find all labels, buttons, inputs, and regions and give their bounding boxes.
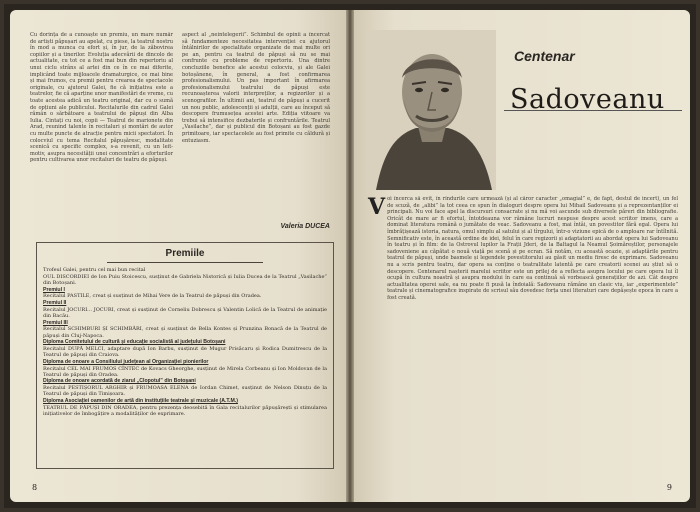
page-number-right: 9 [666,483,672,492]
page-number-left: 8 [32,483,38,492]
prize-entry: Recitalul PESTIȘORUL ARGHIR și FRUMOASA ELENA de Iordan Chimet, susținut de Nelson Dinuțu de la Teatrul de păpuși din Timișoara. [43,385,327,398]
title-rule [504,110,682,111]
article-title: Sadoveanu [510,84,665,115]
prize-heading: Premiul II [43,300,67,307]
prizes-title: Premiile [165,248,205,259]
prize-entry: Recitalul PASTILE, creat și susținut de Mihai Vere de la Teatrul de păpuși din Oradea. [43,293,262,300]
prize-heading: Diploma de onoare acordată de ziarul „Clopotul” din Botoșani [43,378,196,385]
drop-cap: V [368,194,386,220]
book-gutter [346,10,354,502]
prize-heading: Diploma Asociației oamenilor de artă din instituțiile teatrale și muzicale (A.T.M.) [43,398,238,405]
prizes-list [43,267,327,418]
prizes-title-rule [107,262,263,263]
article-body-text: oi încerca să evit, în rîndurile care urmează (și al căror caracter „omagial” e, de fapt, destul de incert), un fel de scuză, de „alibi” la tot ceea ce spun în dialoguri despre opera lui Mihail Sadoveanu și a reprezentanților ei principali. Nu voi face apel la discursuri consacrate și nu mă voi ascunde sub diversele păreri din bibliografie. Oricât de mare ar fi efortul, întotdeauna vor rămâne lucruri nespuse despre acest scriitor imens, care a dominat literatura română o jumătate de veac. Sadoveanu a fost, mai întâi, un povestitor fără egal. Opera lui îmbrățișează istoria, natura, omul simplu al satului și al tîrgului, într-o viziune epică de o amploare rar întîlnită. Semnificativ este, în această ordine de idei, felul în care regizorii și adaptatorii au abordat opera lui Sadoveanu în teatru și în film: de la Ostrovul lupilor la Frații Jderi, de la Baltagul la Neamul Șoimăreștilor, personajele sadoveniene au căpătat o nouă viață pe scenă și pe ecran. Să notăm, cu această ocazie, și adaptările pentru teatrul de păpuși, unde basmele și legendele povestitorului au găsit un mediu firesc de exprimare. Sadoveanu nu a scris pentru teatru, dar opera sa conține o teatralitate latentă pe care creatorii scenei au știut să o descopere. Centenarul nașterii marelui scriitor este un prilej de a reflecta asupra locului pe care opera lui îl ocupă în cultura noastră și asupra modului în care ea continuă să vorbească generațiilor de azi. Cât despre actualitatea operei sale, ea nu poate fi pusă la îndoială: Sadoveanu rămâne un clasic viu, iar „experimentele” teatrale și cinematografice inspirate de scrisul său dovedesc forța unei literaturi care depășește epoca în care a fost creată. [387,196,678,301]
article-column-1: Cu dorința de a cunoaște un premiu, un mare număr de artiști păpușari au apelat, cu piese, la teatrul nostru în mod a munca cu efort și, în jur, de la zăbovirea copiilor și a tinerilor. Evoluția adecvării de dincolo de actualitate, cu tot ce a fost mai bun din repertoriu al unui ciclu strâns al artei din ce în ce mai diferite, implicând toate mijloacele dramaturgice, ce mai bine și mai frumos, cu premii pentru crearea de spectacole originale, cu ajutorul Galei, fie că inițiativa este a teatrelor, fie că aparține unor manifestări de vreme, cu toate acestea adică un teatru original, dar cu o sumă de opțiuni ale publicului. Recitalurile din cadrul Galei rămân o sărbătoare a teatrului de păpuși din Alba Iulia. Cintați cu noi, copii — Teatrul de marionete din Arad, reunind talente în recitaluri și montări de autor cu multe puncte de atracție pentru micii spectatori. În colocviul cu tema Recitalul păpușăresc, modalitate scenică cu specific complex, s-a revenit, cu un leit-motiv, asupra necesității unei concentrări a eforturilor pentru cultivarea unor recitaluri de teatru de păpuși. [30,32,173,164]
article-body [368,196,678,476]
author-signature: Valeria DUCEA [280,223,330,230]
right-page [354,10,690,502]
prize-entry: TEATRUL DE PĂPUȘI DIN ORADEA, pentru prezența deosebită în Gala recitalurilor păpușărești și stimularea inițiativelor de îmbogățire a modalităților de exprimare. [43,404,327,417]
section-label: Centenar [514,48,575,64]
prize-heading: Diploma Comitetului de cultură și educație socialistă al județului Botoșani [43,339,226,346]
prize-heading: Premiul I [43,286,65,293]
prize-entry: OUL DISCORDIEI de Ion Puiu Stoicescu, susținut de Gabriela Nistorică și Iulia Ducea de la Teatrul „Vasilache” din Botoșani. [43,273,327,286]
article-column-2: aspect al „neintelegerii”. Schimbul de opinii a încercat să fundamenteze necesitatea intervenției cu ajutorul întâlnirilor de specialitate organizate de mai multe ori pe an, pentru ca teatrul de păpuși să nu se mai confrunte cu probleme de repertoriu. Una dintre concluziile benefice ale acestui colocviu, și ale Galei botoșănene, în general, a fost confirmarea profesionalismului. Un pas important în afirmarea profesionalismului teatrului de păpuși este recunoașterea valorii interpreților, a regizorilor și a scenografilor. În ultimii ani, teatrul de păpuși a cucerit un nou public, adolescenții și adulții, care au început să descopere frumusețea acestei arte. Ediția viitoare va trebui să intensifice dezbaterile și confruntările. Teatrul „Vasilache”, dar și publicul din Botoșani au fost gazde primitoare, iar spectacolele au fost primite cu căldură și entuziasm. [182,32,330,144]
left-page [10,10,346,502]
prize-entry: Recitalul JOCURI... JOCURI, creat și susținut de Corneliu Dobrescu și Valentin Lolică de la Teatrul de animație din Bacău. [43,306,327,319]
prize-heading: Diploma de onoare a Consiliului județean al Organizației pionierilor [43,358,209,365]
sadoveanu-portrait [366,30,496,190]
prize-entry: Trofeul Galei, pentru cel mai bun recital [43,267,146,273]
portrait-illustration [366,30,496,190]
book-spread [4,4,696,508]
prizes-box [36,242,334,469]
prize-entry: Recitalul SCHIMBURI ȘI SCHIMBĂRI, creat și susținut de Bella Kontes și Prunzina Bonacă de la Teatrul de păpuși din Cluj-Napoca. [43,326,327,339]
prize-heading: Premiul III [43,319,68,326]
prize-entry: Recitalul DUPĂ MELCI, adaptare după Ion Barbu, susținut de Mugur Prisăcaru și Rodica Dumitrescu de la Teatrul de păpuși din Craiova. [43,345,327,359]
prize-entry: Recitalul CEL MAI FRUMOS CÎNTEC de Kovacs Gheorghe, susținut de Mirela Corbeanu și Ion Moldovan de la Teatrul de păpuși din Oradea. [43,365,327,378]
